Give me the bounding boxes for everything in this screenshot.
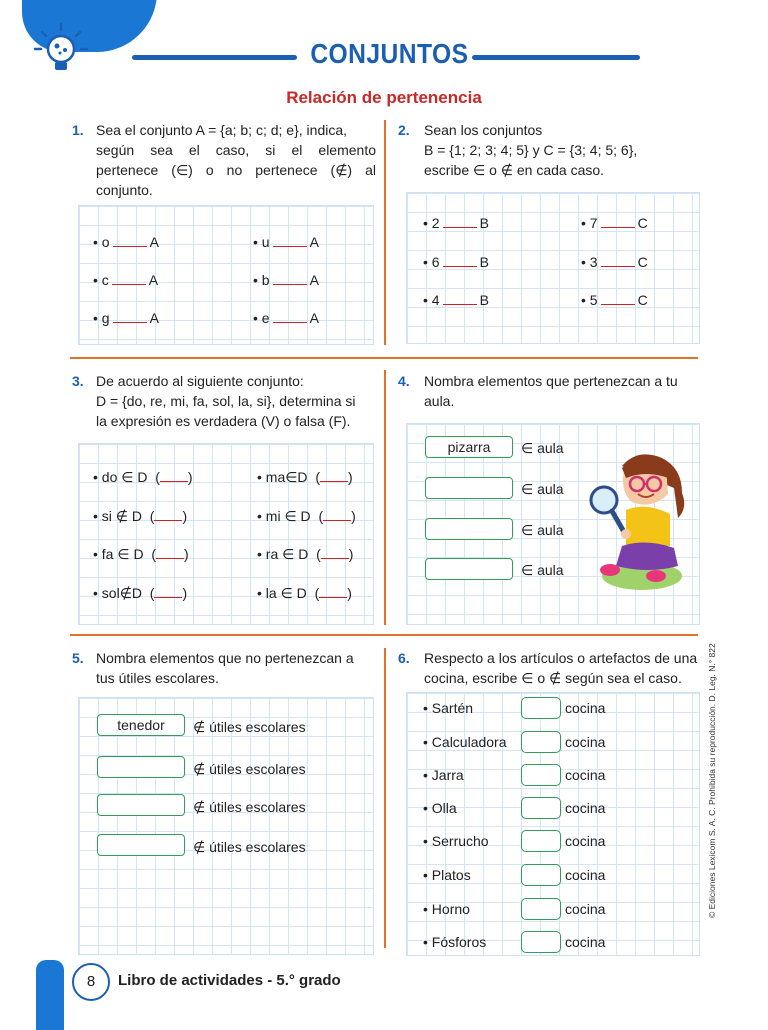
statement-line: aula. [424,393,455,409]
statement-line: Nombra elementos que no pertenezcan a [96,650,354,666]
answer-blank[interactable] [113,232,147,247]
exercise-3-number: 3. [72,373,84,389]
answer-blank[interactable] [443,252,477,267]
answer-box[interactable] [97,756,185,778]
kitchen-label: cocina [565,867,606,883]
statement-line: B = {1; 2; 3; 4; 5} y C = {3; 4; 5; 6}, [424,142,638,158]
membership-label: ∈ aula [521,522,564,538]
row-divider-1 [70,357,698,359]
answer-box[interactable] [97,794,185,816]
answer-blank[interactable] [443,290,477,305]
page-number: 8 [72,963,110,1001]
answer-blank[interactable] [154,506,182,521]
statement-line: pertenece (∈) o no pertenece (∉) al [96,162,376,178]
answer-blank[interactable] [321,544,349,559]
answer-box[interactable]: tenedor [97,714,185,736]
answer-box[interactable] [521,797,561,819]
column-divider-1 [384,120,386,345]
exercise-1-number: 1. [72,122,84,138]
statement-line: según sea el caso, si el elemento [96,142,376,158]
answer-blank[interactable] [601,252,635,267]
answer-blank[interactable] [273,232,307,247]
item-row: • 5 C [581,292,648,308]
answer-blank[interactable] [443,213,477,228]
kitchen-label: cocina [565,700,606,716]
item-row: • g A [93,310,159,326]
answer-box[interactable] [521,931,561,953]
kitchen-item: • Sartén [423,700,474,716]
kitchen-item: • Jarra [423,767,464,783]
item-row: • la ∈ D ( ) [257,585,352,601]
girl-with-magnifier-illustration [582,448,694,594]
title-rule-left [132,55,297,60]
kitchen-label: cocina [565,934,606,950]
answer-box[interactable]: pizarra [425,436,513,458]
copyright-notice: © Ediciones Lexicom S. A. C. Prohibida su reproducción. D. Leg. N.° 822 [707,643,717,918]
answer-box[interactable] [425,558,513,580]
answer-blank[interactable] [319,583,347,598]
item-row: • sol∉D ( ) [93,585,188,601]
book-title: Libro de actividades - 5.° grado [118,972,341,989]
page-subtitle: Relación de pertenencia [286,88,482,107]
membership-label: ∉ útiles escolares [193,839,306,855]
answer-box[interactable] [521,697,561,719]
statement-line: cocina, escribe ∈ o ∉ según sea el caso. [424,670,682,686]
kitchen-item: • Horno [423,901,470,917]
answer-box[interactable] [97,834,185,856]
exercise-1-grid [78,205,374,345]
statement-line: conjunto. [96,182,153,198]
exercise-6-number: 6. [398,650,410,666]
item-row: • o A [93,234,159,250]
page-title: CONJUNTOS [310,38,469,69]
answer-box[interactable] [521,898,561,920]
exercise-3-grid [78,443,374,625]
item-row: • si ∉ D ( ) [93,508,188,524]
kitchen-item: • Fósforos [423,934,487,950]
membership-label: ∉ útiles escolares [193,719,306,735]
answer-blank[interactable] [601,290,635,305]
item-row: • 2 B [423,215,489,231]
statement-line: Sean los conjuntos [424,122,543,138]
item-row: • ma∈D ( ) [257,469,353,485]
exercise-2-grid [406,192,700,344]
membership-label: ∈ aula [521,440,564,456]
answer-box[interactable] [425,477,513,499]
answer-blank[interactable] [156,544,184,559]
kitchen-item: • Olla [423,800,457,816]
kitchen-label: cocina [565,767,606,783]
item-row: • do ∈ D ( ) [93,469,193,485]
statement-line: Sea el conjunto A = {a; b; c; d; e}, indica, [96,122,348,138]
kitchen-label: cocina [565,734,606,750]
membership-label: ∈ aula [521,562,564,578]
kitchen-label: cocina [565,833,606,849]
item-row: • fa ∈ D ( ) [93,546,189,562]
statement-line: De acuerdo al siguiente conjunto: [96,373,304,389]
kitchen-item: • Serrucho [423,833,489,849]
statement-line: Respecto a los artículos o artefactos de una [424,650,698,666]
statement-line: D = {do, re, mi, fa, sol, la, si}, determina si [96,393,356,409]
answer-box[interactable] [521,731,561,753]
item-row: • mi ∈ D ( ) [257,508,356,524]
answer-blank[interactable] [154,583,182,598]
kitchen-label: cocina [565,800,606,816]
lightbulb-icon [30,20,92,82]
exercise-5-number: 5. [72,650,84,666]
item-row: • e A [253,310,319,326]
statement-line: escribe ∈ o ∉ en cada caso. [424,162,605,178]
answer-blank[interactable] [112,270,146,285]
answer-blank[interactable] [160,467,188,482]
item-row: • 4 B [423,292,489,308]
answer-blank[interactable] [273,270,307,285]
kitchen-item: • Calculadora [423,734,507,750]
item-row: • 6 B [423,254,489,270]
column-divider-3 [384,648,386,948]
item-row: • 3 C [581,254,648,270]
answer-blank[interactable] [273,308,307,323]
membership-label: ∉ útiles escolares [193,799,306,815]
item-row: • 7 C [581,215,648,231]
exercise-4-number: 4. [398,373,410,389]
kitchen-label: cocina [565,901,606,917]
exercise-6-grid [406,692,700,956]
answer-box[interactable] [521,764,561,786]
answer-blank[interactable] [320,467,348,482]
answer-blank[interactable] [113,308,147,323]
statement-line: Nombra elementos que pertenezcan a tu [424,373,678,389]
membership-label: ∉ útiles escolares [193,761,306,777]
statement-line: tus útiles escolares. [96,670,219,686]
item-row: • c A [93,272,159,288]
item-row: • b A [253,272,319,288]
item-row: • ra ∈ D ( ) [257,546,354,562]
answer-blank[interactable] [323,506,351,521]
kitchen-item: • Platos [423,867,471,883]
statement-line: la expresión es verdadera (V) o falsa (F). [96,413,351,429]
title-rule-right [472,55,640,60]
answer-box[interactable] [521,864,561,886]
row-divider-2 [70,634,698,636]
answer-blank[interactable] [601,213,635,228]
item-row: • u A [253,234,319,250]
exercise-2-number: 2. [398,122,410,138]
answer-box[interactable] [521,830,561,852]
footer-tab [36,960,64,1030]
answer-box[interactable] [425,518,513,540]
membership-label: ∈ aula [521,481,564,497]
exercise-5-grid [78,697,374,955]
